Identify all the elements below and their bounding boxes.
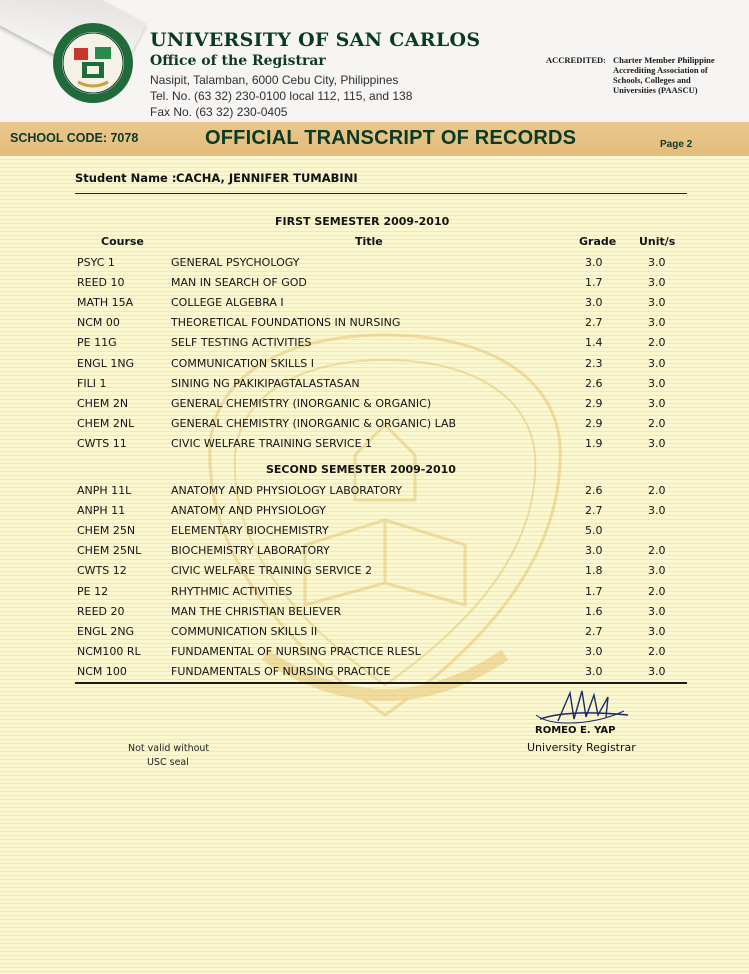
- row-units: 2.0: [648, 544, 666, 558]
- row-grade: 2.7: [585, 504, 603, 518]
- row-title: THEORETICAL FOUNDATIONS IN NURSING: [171, 316, 401, 330]
- row-grade: 3.0: [585, 664, 603, 678]
- address-line-1: Nasipit, Talamban, 6000 Cebu City, Philippines: [150, 73, 399, 87]
- row-grade: 3.0: [585, 544, 603, 558]
- row-course: NCM 100: [77, 664, 127, 678]
- row-grade: 2.3: [585, 356, 603, 370]
- row-units: 3.0: [648, 664, 666, 678]
- row-units: 2.0: [648, 336, 666, 350]
- registrar-signature: [528, 685, 638, 729]
- row-course: CHEM 25N: [77, 524, 136, 538]
- student-name-label: Student Name :: [75, 171, 177, 185]
- row-title: SINING NG PAKIKIPAGTALASTASAN: [171, 376, 360, 390]
- row-grade: 1.4: [585, 336, 603, 350]
- university-name: UNIVERSITY OF SAN CARLOS: [150, 29, 481, 51]
- row-title: ANATOMY AND PHYSIOLOGY: [171, 504, 326, 518]
- row-title: MAN IN SEARCH OF GOD: [171, 276, 307, 290]
- office-name: Office of the Registrar: [150, 53, 326, 69]
- accreditation-line-1: Charter Member Philippine: [613, 55, 715, 65]
- row-grade: 2.7: [585, 316, 603, 330]
- row-course: PE 11G: [77, 336, 117, 350]
- university-logo-icon: [52, 22, 134, 104]
- row-units: 3.0: [648, 356, 666, 370]
- row-course: REED 20: [77, 604, 125, 618]
- row-title: ELEMENTARY BIOCHEMISTRY: [171, 524, 329, 538]
- row-grade: 1.7: [585, 584, 603, 598]
- accreditation-line-3: Schools, Colleges and: [613, 75, 691, 85]
- row-course: CHEM 2N: [77, 396, 129, 410]
- student-name: CACHA, JENNIFER TUMABINI: [176, 171, 358, 185]
- row-units: 3.0: [648, 396, 666, 410]
- semester-title: SECOND SEMESTER 2009-2010: [266, 463, 456, 476]
- row-units: 2.0: [648, 416, 666, 430]
- column-header-course: Course: [101, 235, 144, 248]
- row-units: 3.0: [648, 624, 666, 638]
- row-units: 3.0: [648, 316, 666, 330]
- row-units: 3.0: [648, 436, 666, 450]
- row-title: ANATOMY AND PHYSIOLOGY LABORATORY: [171, 484, 403, 497]
- accreditation-line-4: Universities (PAASCU): [613, 85, 698, 95]
- column-header-units: Unit/s: [639, 235, 676, 248]
- row-title: COLLEGE ALGEBRA I: [171, 296, 284, 310]
- row-title: GENERAL PSYCHOLOGY: [171, 256, 300, 269]
- row-grade: 2.9: [585, 396, 603, 410]
- address-line-2: Tel. No. (63 32) 230-0100 local 112, 115, and 138: [150, 89, 413, 103]
- row-title: FUNDAMENTALS OF NURSING PRACTICE: [171, 664, 391, 678]
- row-grade: 3.0: [585, 296, 603, 310]
- row-units: 2.0: [648, 644, 666, 658]
- row-grade: 2.9: [585, 416, 603, 430]
- row-title: CIVIC WELFARE TRAINING SERVICE 1: [171, 436, 373, 450]
- row-units: 3.0: [648, 504, 666, 518]
- row-grade: 3.0: [585, 256, 603, 269]
- divider-top: [75, 193, 687, 194]
- row-course: ANPH 11: [77, 504, 126, 518]
- row-title: SELF TESTING ACTIVITIES: [171, 336, 312, 350]
- row-course: FILI 1: [77, 376, 107, 390]
- row-grade: 1.9: [585, 436, 603, 450]
- page-number: Page 2: [660, 139, 693, 150]
- row-course: CWTS 12: [77, 564, 127, 578]
- row-course: ANPH 11L: [77, 484, 132, 497]
- row-course: ENGL 2NG: [77, 624, 135, 638]
- row-course: CWTS 11: [77, 436, 127, 450]
- row-units: 3.0: [648, 376, 666, 390]
- row-title: COMMUNICATION SKILLS I: [171, 356, 314, 370]
- row-grade: 2.7: [585, 624, 603, 638]
- row-title: GENERAL CHEMISTRY (INORGANIC & ORGANIC): [171, 396, 432, 410]
- row-title: RHYTHMIC ACTIVITIES: [171, 584, 293, 598]
- row-units: 2.0: [648, 584, 666, 598]
- row-grade: 2.6: [585, 376, 603, 390]
- row-grade: 3.0: [585, 644, 603, 658]
- school-code: SCHOOL CODE: 7078: [10, 131, 139, 145]
- row-grade: 1.6: [585, 604, 603, 618]
- row-course: ENGL 1NG: [77, 356, 135, 370]
- row-grade: 5.0: [585, 524, 603, 538]
- row-course: NCM 00: [77, 316, 120, 330]
- validity-note-line-1: Not valid without: [128, 743, 210, 754]
- column-header-title: Title: [355, 235, 383, 248]
- row-title: BIOCHEMISTRY LABORATORY: [171, 544, 330, 558]
- accreditation-line-2: Accrediting Association of: [613, 65, 708, 75]
- registrar-title: University Registrar: [527, 741, 636, 754]
- accreditation-label: ACCREDITED:: [546, 55, 606, 65]
- row-title: FUNDAMENTAL OF NURSING PRACTICE RLESL: [171, 644, 421, 658]
- row-title: CIVIC WELFARE TRAINING SERVICE 2: [171, 564, 373, 578]
- registrar-name: ROMEO E. YAP: [535, 725, 616, 736]
- row-course: PSYC 1: [77, 256, 115, 269]
- row-course: CHEM 25NL: [77, 544, 142, 558]
- row-course: MATH 15A: [77, 296, 134, 310]
- row-units: 3.0: [648, 256, 666, 269]
- row-course: PE 12: [77, 584, 109, 598]
- row-units: 3.0: [648, 276, 666, 290]
- row-title: MAN THE CHRISTIAN BELIEVER: [171, 604, 342, 618]
- row-title: COMMUNICATION SKILLS II: [171, 624, 318, 638]
- divider-bottom: [75, 682, 687, 684]
- row-units: 3.0: [648, 296, 666, 310]
- column-header-grade: Grade: [579, 235, 617, 248]
- row-grade: 1.8: [585, 564, 603, 578]
- row-course: CHEM 2NL: [77, 416, 135, 430]
- row-units: 3.0: [648, 604, 666, 618]
- row-course: NCM100 RL: [77, 644, 141, 658]
- row-title: GENERAL CHEMISTRY (INORGANIC & ORGANIC) LAB: [171, 416, 457, 430]
- row-course: REED 10: [77, 276, 125, 290]
- row-grade: 1.7: [585, 276, 603, 290]
- validity-note-line-2: USC seal: [147, 757, 189, 768]
- address-line-3: Fax No. (63 32) 230-0405: [150, 105, 288, 119]
- row-units: 3.0: [648, 564, 666, 578]
- student-name-row: [75, 171, 358, 185]
- document-title: OFFICIAL TRANSCRIPT OF RECORDS: [205, 127, 577, 149]
- row-grade: 2.6: [585, 484, 603, 497]
- semester-title: FIRST SEMESTER 2009-2010: [275, 215, 450, 228]
- row-units: 2.0: [648, 484, 666, 497]
